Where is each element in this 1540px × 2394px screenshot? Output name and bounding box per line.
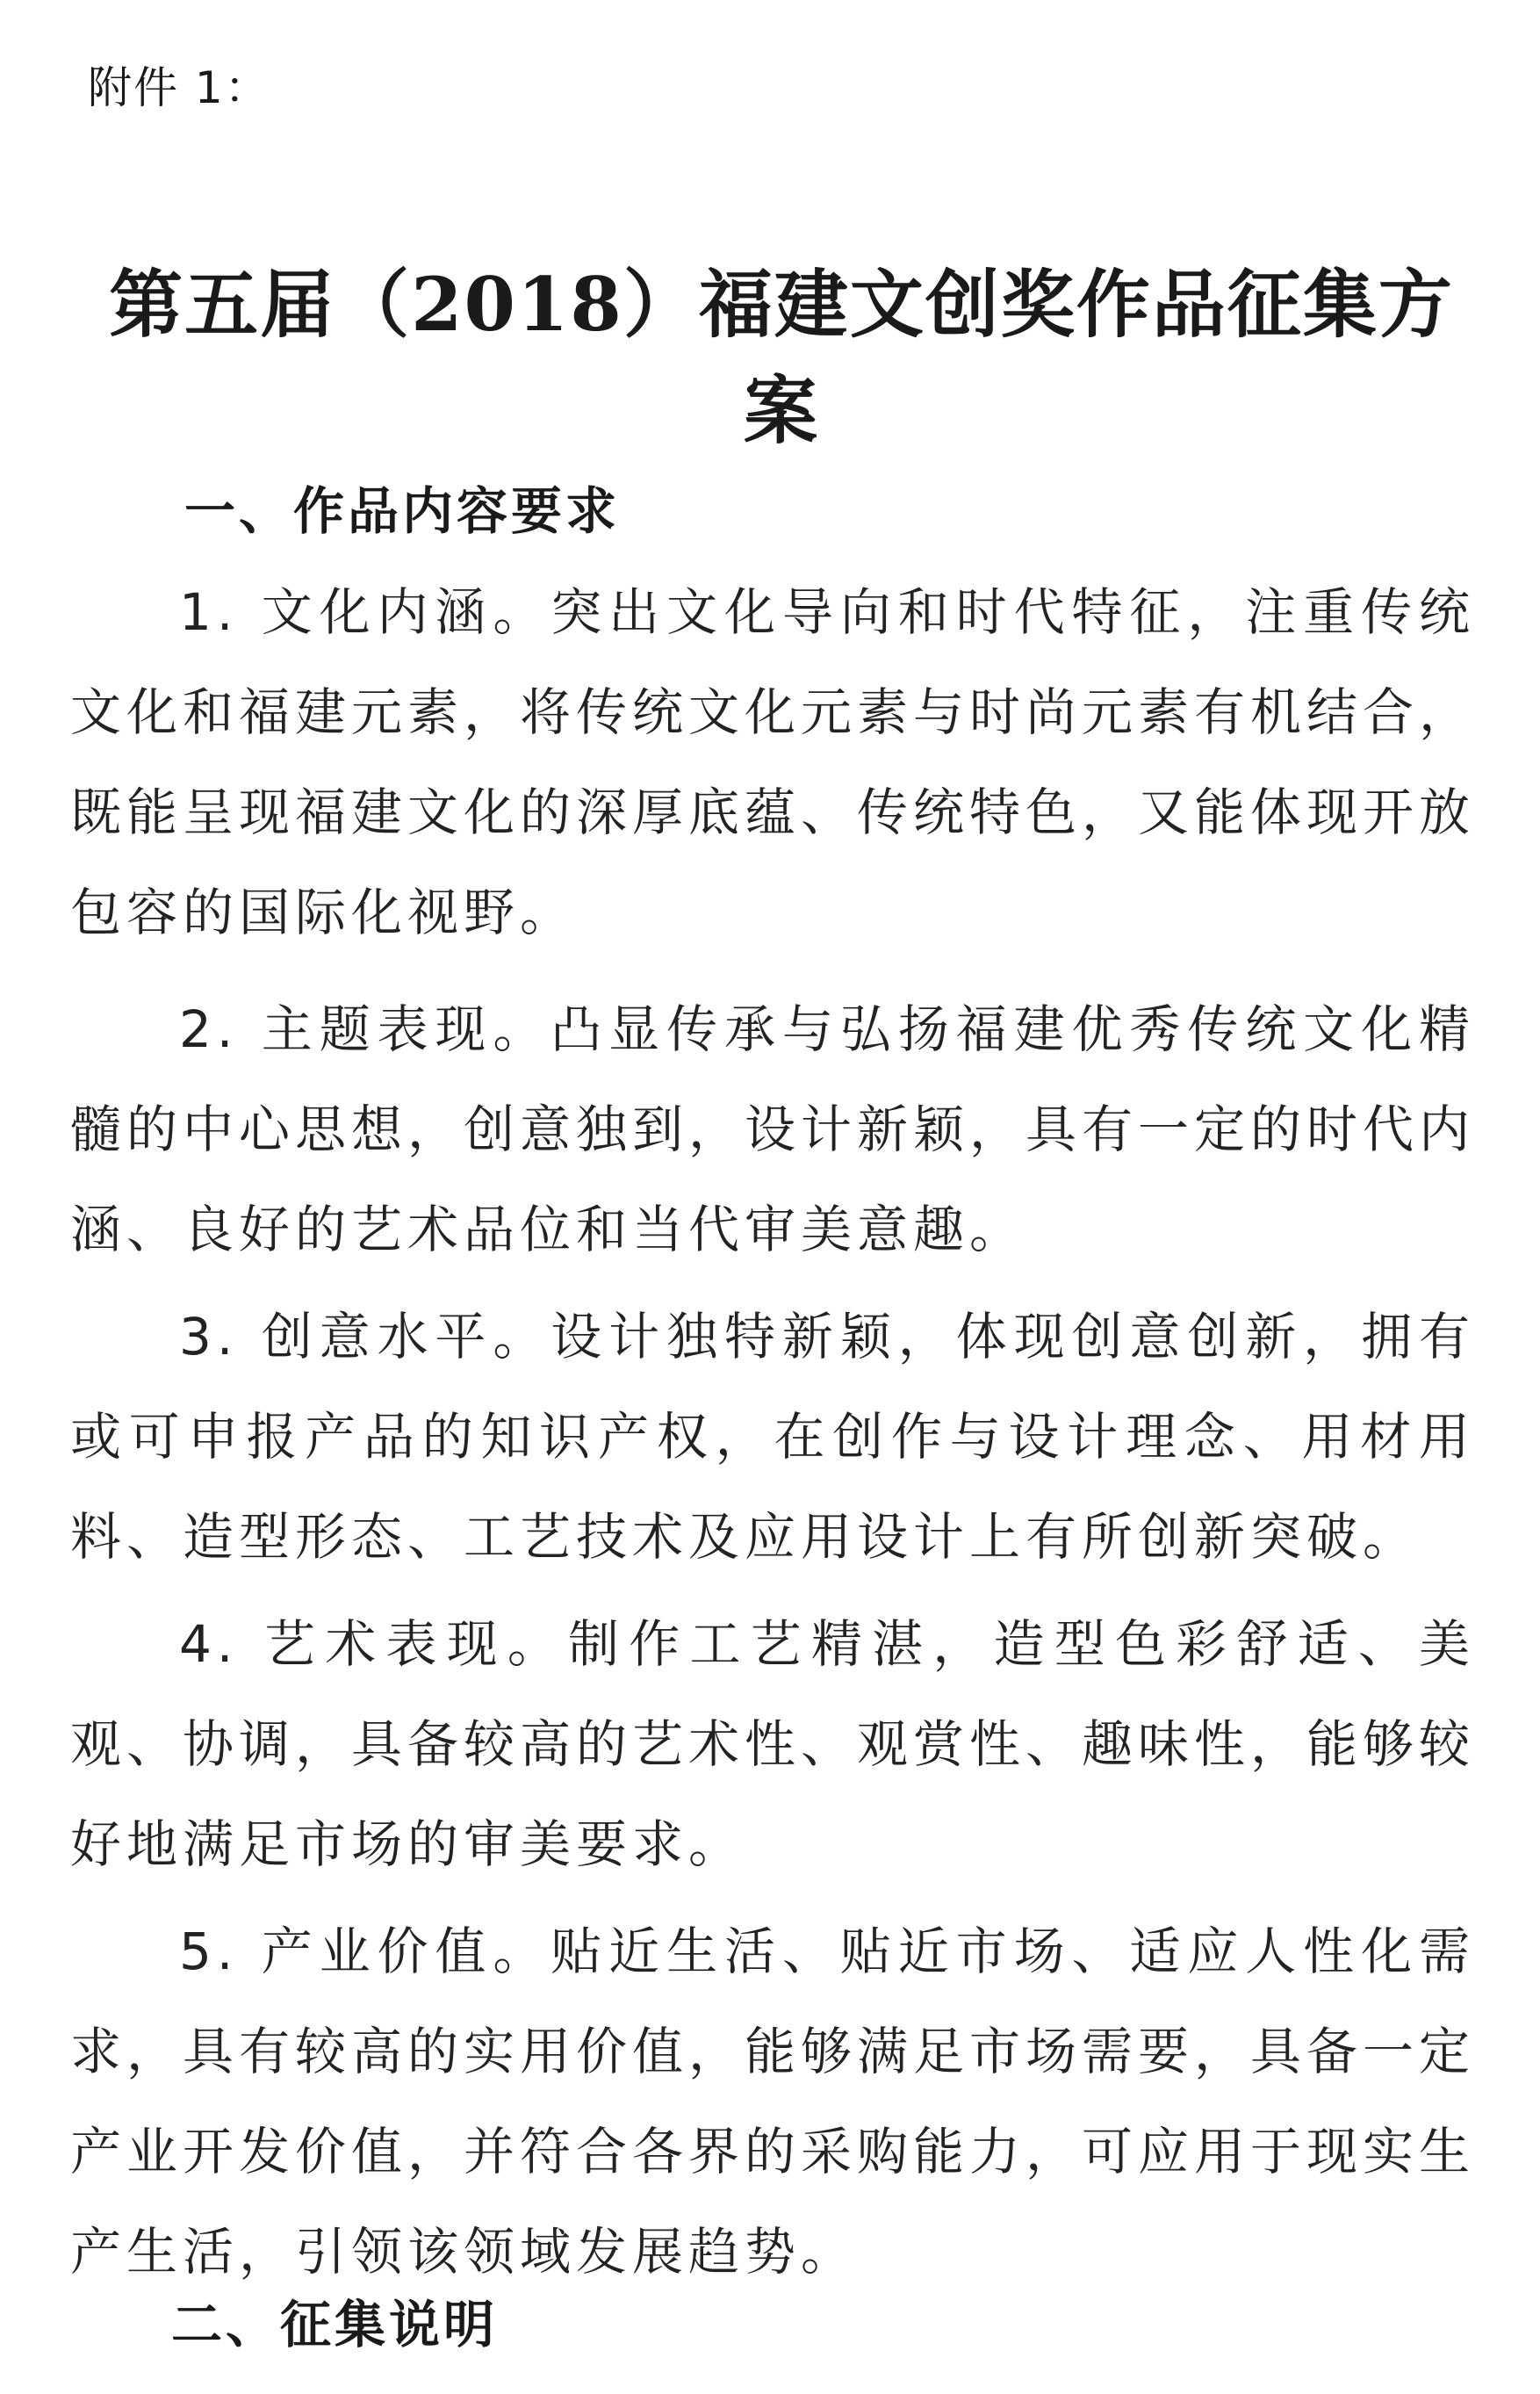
section-heading-content-requirements: 一、作品内容要求 — [184, 481, 621, 541]
attachment-label: 附件 1： — [88, 62, 270, 113]
paragraph-industrial-value: 5. 产业价值。贴近生活、贴近市场、适应人性化需求，具有较高的实用价值，能够满足市场需要，具备一定产业开发价值，并符合各界的采购能力，可应用于现实生产生活，引领该领域发展趋势。 — [70, 1922, 1476, 2282]
paragraph-cultural-connotation: 1. 文化内涵。突出文化导向和时代特征，注重传统文化和福建元素，将传统文化元素与时尚元素有机结合，既能呈现福建文化的深厚底蕴、传统特色，又能体现开放包容的国际化视野。 — [70, 582, 1476, 942]
section-heading-collection-notes: 二、征集说明 — [171, 2295, 499, 2354]
document-title: 第五届（2018）福建文创奖作品征集方案 — [109, 261, 1454, 454]
paragraph-theme-expression: 2. 主题表现。凸显传承与弘扬福建优秀传统文化精髓的中心思想，创意独到，设计新颖，具有一定的时代内涵、良好的艺术品位和当代审美意趣。 — [70, 999, 1476, 1259]
paragraph-artistic-expression: 4. 艺术表现。制作工艺精湛，造型色彩舒适、美观、协调，具备较高的艺术性、观赏性、趣味性，能够较好地满足市场的审美要求。 — [70, 1614, 1476, 1874]
paragraph-creativity-level: 3. 创意水平。设计独特新颖，体现创意创新，拥有或可申报产品的知识产权，在创作与设计理念、用材用料、造型形态、工艺技术及应用设计上有所创新突破。 — [70, 1307, 1475, 1567]
